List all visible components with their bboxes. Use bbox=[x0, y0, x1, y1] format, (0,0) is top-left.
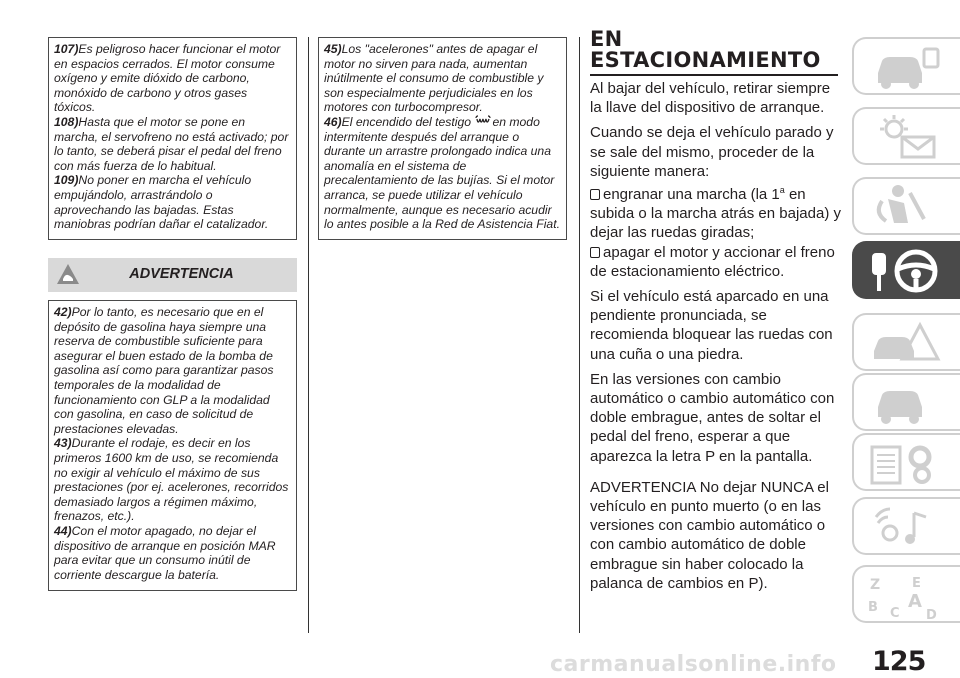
page-number: 125 bbox=[872, 646, 926, 677]
tab-car-info[interactable] bbox=[852, 37, 960, 95]
paragraph-1: Al bajar del vehículo, retirar siempre la llave del dispositivo de arranque. bbox=[590, 80, 831, 117]
key-steering-wheel-icon bbox=[864, 247, 944, 297]
svg-text:B: B bbox=[868, 600, 878, 615]
index-letters-icon bbox=[864, 571, 944, 619]
warning-lights-icon bbox=[864, 113, 944, 161]
tab-safety[interactable] bbox=[852, 177, 960, 235]
car-info-icon bbox=[864, 43, 944, 91]
note-107: 107)Es peligroso hacer funcionar el motor en espacios cerrados. El motor consume oxígeno y emite dióxido de carbono, monóxido de carbono y otros gases tóxicos. bbox=[54, 42, 281, 115]
checkbox-bullet-icon bbox=[590, 189, 600, 200]
svg-text:A: A bbox=[908, 591, 922, 612]
tab-starting-driving[interactable] bbox=[852, 241, 960, 299]
warning-banner bbox=[48, 258, 297, 292]
column-divider-2 bbox=[579, 37, 580, 633]
multimedia-icon bbox=[864, 503, 944, 551]
tab-warning-lights[interactable] bbox=[852, 107, 960, 165]
bullet-1: engranar una marcha (la 1$^a$ en subida o la marcha atrás en bajada) y dejar las ruedas giradas; bbox=[590, 185, 841, 242]
section-heading: EN ESTACIONAMIENTO bbox=[590, 30, 821, 70]
specifications-gear-icon bbox=[864, 439, 944, 487]
note-43: 43)Durante el rodaje, es decir en los primeros 1600 km de uso, se recomienda no exigir al vehículo el máximo de sus prestaciones (por ej. acelerones, recorridos demasiado largos a régimen máximo, frenazos, etc.). bbox=[54, 436, 289, 524]
car-maintenance-icon bbox=[864, 379, 944, 427]
emergency-triangle-icon bbox=[864, 319, 944, 367]
svg-text:Z: Z bbox=[870, 577, 881, 593]
note-42: 42)Por lo tanto, es necesario que en el depósito de gasolina haya siempre una reserva de combustible suficiente para asegurar el buen estado de la bomba de gasolina así como para garantizar pasos temporales de la modalidad de funcionamiento con GLP a la modalidad con gasolina, en caso de solicitud de prestaciones elevadas. bbox=[54, 305, 274, 436]
paragraph-3: Si el vehículo está aparcado en una pendiente pronunciada, se recomienda bloquear las ruedas con una cuña o una piedra. bbox=[590, 288, 833, 363]
svg-text:C: C bbox=[890, 606, 900, 619]
body-text bbox=[590, 79, 842, 599]
chapter-sidebar bbox=[852, 0, 960, 678]
note-46: 46)El encendido del testigo en modo intermitente después del arranque o durante un arrastre prolongado indica una anomalía en el sistema de precalentamiento de las bujías. Si el motor arranca, se puede utilizar el vehículo normalmente, aunque es necesario acudir lo antes posible a la Red de Asistencia Fiat. bbox=[324, 114, 560, 232]
warning-title: ADVERTENCIA bbox=[129, 266, 234, 282]
svg-text:D: D bbox=[926, 608, 937, 619]
tab-specifications[interactable] bbox=[852, 433, 960, 491]
paragraph-5: ADVERTENCIA No dejar NUNCA el vehículo en punto muerto (o en las versiones con cambio automático o con cambio automático de doble embrague sin haber colocado la palanca de cambios en P). bbox=[590, 478, 829, 592]
bullet-2: apagar el motor y accionar el freno de estacionamiento eléctrico. bbox=[590, 243, 835, 280]
paragraph-4: En las versiones con cambio automático o cambio automático con doble embrague, antes de soltar el pedal del freno, esperar a que aparezca la letra P en la pantalla. bbox=[590, 370, 835, 465]
watermark: carmanualsonline.info bbox=[550, 652, 837, 677]
note-44: 44)Con el motor apagado, no dejar el dispositivo de arranque en posición MAR para evitar que un consumo inútil de corriente descargue la batería. bbox=[54, 523, 276, 582]
heading-underline bbox=[590, 74, 838, 76]
notes-box-top bbox=[48, 37, 297, 240]
tab-index[interactable] bbox=[852, 565, 960, 623]
paragraph-2: Cuando se deja el vehículo parado y se sale del mismo, proceder de la siguiente manera: bbox=[590, 124, 834, 180]
note-109: 109)No poner en marcha el vehículo empujándolo, arrastrándolo o aprovechando las bajadas. Estas maniobras podrían dañar el catalizador. bbox=[54, 173, 269, 232]
airbag-seat-icon bbox=[864, 183, 944, 231]
checkbox-bullet-icon bbox=[590, 247, 600, 258]
svg-text:E: E bbox=[912, 576, 921, 591]
tab-emergency[interactable] bbox=[852, 313, 960, 371]
tab-maintenance[interactable] bbox=[852, 373, 960, 431]
glow-plug-icon bbox=[474, 115, 492, 127]
note-108: 108)Hasta que el motor se pone en marcha, el servofreno no está activado; por lo tanto, se deberá pisar el pedal del freno con más fuerza de lo habitual. bbox=[54, 114, 289, 173]
notes-box-col2 bbox=[318, 37, 567, 240]
tab-multimedia[interactable] bbox=[852, 497, 960, 555]
note-45: 45)Los "acelerones" antes de apagar el motor no sirven para nada, aumentan inútilmente el consumo de combustible y son especialmente perjudiciales en los motores con turbocompresor. bbox=[324, 42, 544, 115]
notes-box-warning bbox=[48, 300, 297, 591]
column-divider-1 bbox=[308, 37, 309, 633]
